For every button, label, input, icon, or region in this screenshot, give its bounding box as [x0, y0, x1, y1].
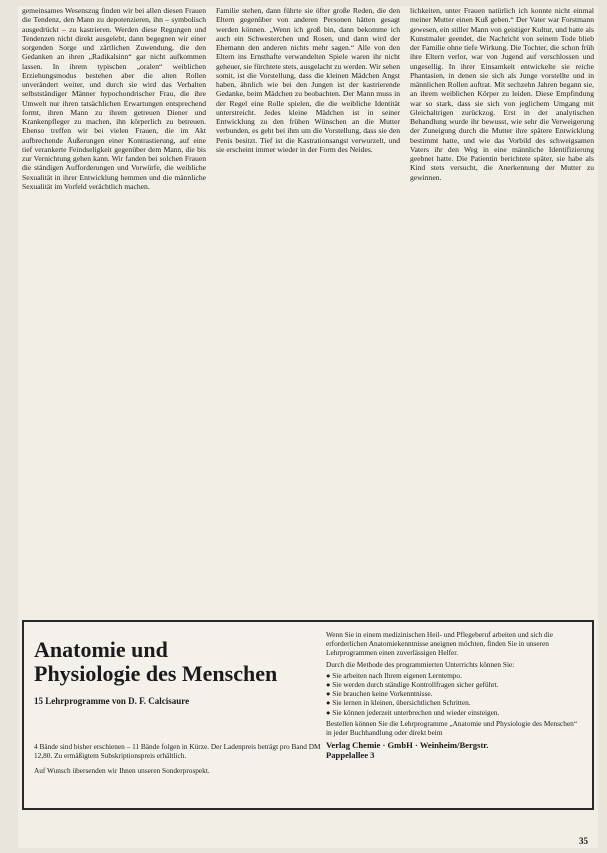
- ad-right-panel: [326, 630, 584, 760]
- ad-bullet-item: ● Sie können jederzeit unterbrechen und wieder einsteigen.: [326, 708, 584, 717]
- ad-bullet-item: ● Sie brauchen keine Vorkenntnisse.: [326, 689, 584, 698]
- article-column-2: [216, 6, 400, 613]
- page-number: 35: [579, 836, 588, 846]
- book-advertisement: [22, 620, 594, 810]
- ad-method: Durch die Methode des programmierten Unterrichts können Sie:: [326, 659, 515, 669]
- publisher-address: Pappelallee 3: [326, 750, 375, 761]
- ad-bullet-item: ● Sie werden durch ständige Kontrollfragen sicher geführt.: [326, 680, 584, 689]
- ad-intro: Wenn Sie in einem medizinischen Heil- und Pflegeberuf arbeiten und sich die erforderlichen Anatomiekenntnisse aneignen möchten, finden Sie in unseren Lehrprogrammen einen zuverlässigen Helfer.: [326, 630, 553, 658]
- ad-bullet-list: [326, 671, 584, 717]
- article-column-1: [22, 6, 206, 613]
- ad-request: Auf Wunsch übersenden wir Ihnen unseren Sonderprospekt.: [34, 766, 210, 776]
- ad-left-panel: [34, 630, 324, 782]
- column-text: lichkeiten, unter Frauen natürlich ich konnte nicht einmal meiner Mutter einen Kuß geben.“ Der Vater war Forstmann gewesen, ein stiller Mann von geistiger Kultur, und hatte als Kunstmaler geendet, die Nachricht von seinem Tode blieb der Familie ohne tiefe Wirkung. Die Tochter, die schon früh ihre Eltern verlor, war von Jugend auf verschlossen und ungesellig. In ihrer Einsamkeit entwickelte sie reiche Phantasien, in denen sie sich als Junge vorstellte und in männlichen Rollen auftrat. Mit sechzehn Jahren begann sie, an ihrem weiblichen Körper zu leiden. Diese Empfindung war so stark, dass sie sich von jeglichem Umgang mit Gleichaltrigen zurückzog. Erst in der analytischen Behandlung wurde ihr bewusst, wie sehr die Verweigerung der Zuneigung durch die Mutter ihre spätere Entwicklung bestimmt hatte, und wie das Vorbild des schweigsamen Vaters ihr den Weg in eine männliche Identifizierung geebnet hatte. Die Patientin berichtete später, sie habe als Kind stets versucht, die Anerkennung der Mutter zu gewinnen.: [410, 6, 594, 182]
- ad-order: Bestellen können Sie die Lehrprogramme „Anatomie und Physiologie des Menschen“ in jeder Buchhandlung oder direkt beim: [326, 718, 578, 738]
- publisher-name: Verlag Chemie · GmbH · Weinheim/Bergstr.: [326, 740, 489, 751]
- ad-bullet-item: ● Sie lernen in kleinen, übersichtlichen Schritten.: [326, 698, 584, 707]
- article-columns: [22, 6, 594, 613]
- column-text: Familie stehen, dann führte sie öfter große Reden, die den Eltern gegenüber von anderen Personen hätten gesagt werden können. „Wenn ich groß bin, dann bekomme ich auch ein Schwesterchen und Rosen, und dann wird der Ehemann den anderen nichts mehr sagen.“ Alle von den Eltern ins Ernsthafte verwandelten Spiele waren ihr nicht geheuer, sie fürchtete stets, ausgelacht zu werden. Wir sehen somit, ist die Vorstellung, dass die kleinen Mädchen Angst haben, ähnlich wie bei den Jungen ist der kastrierende Gedanke, beim Mädchen zu beobachten. Der Mann muss in der Regel eine Rolle spielen, die die weibliche Identität unterstreicht. Jedes kleine Mädchen ist in seiner Entwicklung zu den frühen Wünschen an die Mutter verbunden, es geht bei ihm um die Vorstellung, dass sie den Penis besitzt. Tief ist die Kastrationsangst verwurzelt, und sie erscheint immer wieder in der Form des Neides.: [216, 6, 400, 154]
- ad-publisher: [326, 740, 584, 760]
- article-column-3: [410, 6, 594, 613]
- ad-title-line-1: Anatomie und: [34, 637, 168, 662]
- magazine-page: [18, 6, 598, 848]
- ad-info: 4 Bände sind bisher erschienen – 11 Bände folgen in Kürze. Der Ladenpreis beträgt pro Band DM 12,80. Zu ermäßigtem Subskriptionspreis erhältlich.: [34, 742, 321, 761]
- column-text: gemeinsames Wesenszug finden wir bei allen diesen Frauen die Tendenz, den Mann zu depotenzieren, ihn – symbolisch ausgedrückt – zu kastrieren. Werden diese Regungen und Tendenzen nicht direkt ausgelebt, dann begegnen wir einer sorgenden Sorge und zärtlichen Zuwendung, die den Gedanken an ihren „Radikalsinn“ gar nicht aufkommen lassen. In ihrem typischen „oralen“ weiblichen Erziehungsmodus bestehen aber die alten Rollen unverändert weiter, und durch sie wird das Verhalten selbstständiger Männer hypochondrischer Frau, die ihre Umwelt nur ihren tatsächlichen Erwartungen entsprechend formt, ihren Mann zu ihrem getreuen Diener und Krankenpfleger zu machen, ihn körperlich zu betreuen. Ebenso treffen wir bei vielen Frauen, die im Akt aufbrechende Äußerungen einer Kontrastierung, auf eine tief verankerte Feindseligkeit gegenüber dem Mann, die bis zur Vernichtung gehen kann. Wir fanden bei solchen Frauen die ständigen Aufforderungen und Vorwürfe, die weibliche Sexualität in ihrer Entwicklung hemmen und die männliche Sexualität im Vorfeld verächtlich machen.: [22, 6, 206, 191]
- ad-title-line-2: Physiologie des Menschen: [34, 661, 278, 686]
- ad-subtitle: 15 Lehrprogramme von D. F. Calcisaure: [34, 696, 190, 706]
- ad-bullet-item: ● Sie arbeiten nach Ihrem eigenen Lerntempo.: [326, 671, 584, 680]
- ad-title: [34, 638, 324, 686]
